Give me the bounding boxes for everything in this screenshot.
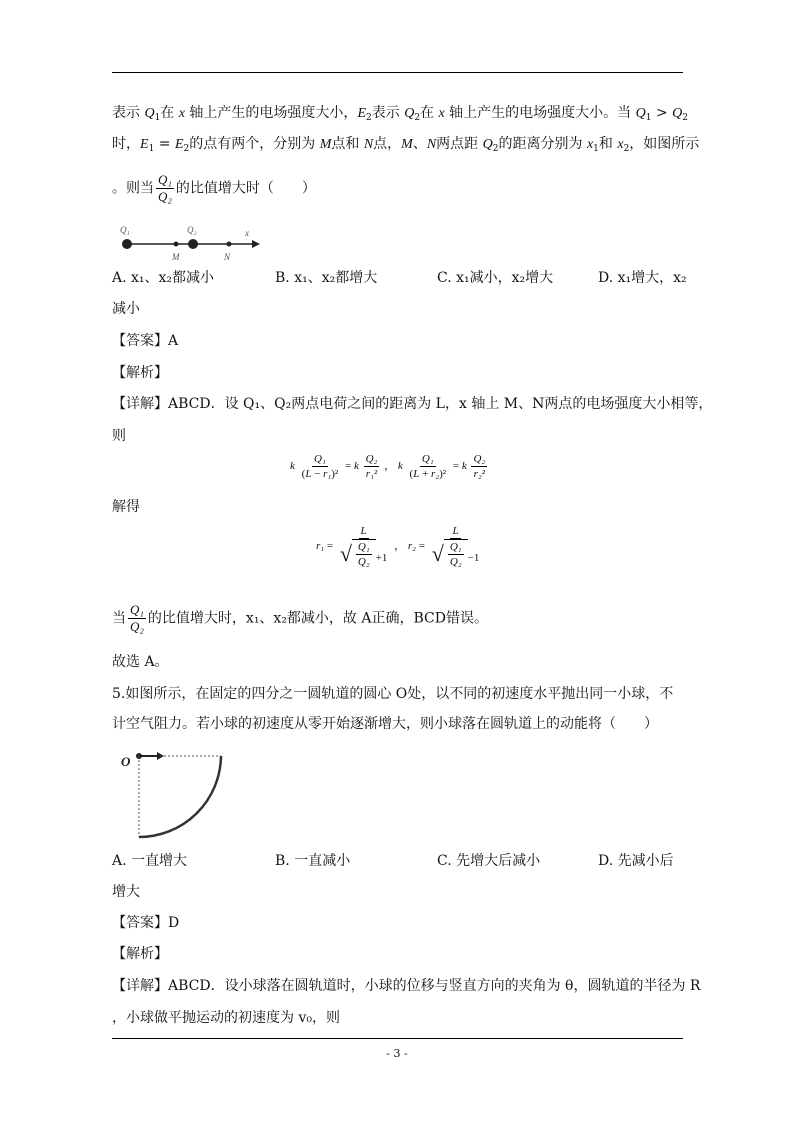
label-m: M — [172, 252, 180, 262]
q4-answer: 【答案】A — [112, 333, 179, 349]
q4-choose: 故选 A。 — [112, 654, 169, 670]
point-n — [227, 242, 232, 247]
q5-answer: 【答案】D — [112, 915, 180, 931]
quarter-circle-diagram — [112, 748, 232, 844]
q5-analysis: 【解析】 — [112, 946, 168, 962]
label-x: x — [245, 228, 249, 238]
q4-line-3: 。则当 $\frac{\text{Q₁}}{\text{Q₂}}$ 的比值增大时（ ） — [112, 172, 316, 204]
q4-option-d-cont: 减小 — [112, 301, 140, 317]
label-o: O — [121, 754, 131, 769]
q4-line-1: 表示 $Q_1$在 x 轴上产生的电场强度大小，$E_2$表示 $Q_2$在 x 轴上产生的电场强度大小。当 $Q_1 > Q_2$ — [112, 105, 688, 123]
q4-option-d: D. x₁增大，x₂ — [598, 270, 687, 286]
q5-option-d: D. 先减小后 — [598, 853, 674, 869]
q5-option-c: C. 先增大后减小 — [437, 853, 541, 869]
q5-option-d-cont: 增大 — [112, 884, 140, 900]
label-q2: Q₂ — [187, 225, 197, 235]
point-m — [174, 242, 179, 247]
charge-q1 — [122, 239, 132, 249]
q5-option-a: A. 一直增大 — [112, 853, 188, 869]
ratio-fraction: $\frac{\text{Q₁}}{\text{Q₂}}$ — [158, 172, 172, 204]
q4-option-c: C. x₁减小，x₂增大 — [437, 270, 554, 286]
q5-line-2: 计空气阻力。若小球的初速度从零开始逐渐增大，则小球落在圆轨道上的动能将（ ） — [112, 716, 658, 732]
q4-option-b: B. x₁、x₂都增大 — [275, 270, 378, 286]
q4-detail-2: 则 — [112, 428, 126, 444]
footer-rule — [112, 1038, 683, 1039]
equation-1: k $\frac{\text{Q₁}}{\text{(L − r₁)²}}$ = k $\frac{\text{Q₂}}{\text{r₁²}}$ ， k $\frac{\text{Q₁}}{\text{(L + r₂)²}}$ = k $\frac{\text{Q₂}}{\text{r₂²}}$ — [290, 453, 486, 480]
q5-detail-1: 【详解】ABCD．设小球落在圆轨道时，小球的位移与竖直方向的夹角为 θ，圆轨道的半径为 R — [112, 978, 701, 994]
q5-detail-2: ，小球做平抛运动的初速度为 v₀，则 — [112, 1010, 340, 1026]
q4-line-2: 时，$E_1 = E_2$的点有两个，分别为 M点和 N点，M、N两点距 $Q_2$的距离分别为 $x_1$和 $x_2$，如图所示 — [112, 136, 700, 154]
q4-detail-1: 【详解】ABCD．设 Q₁、Q₂两点电荷之间的距离为 L，x 轴上 M、N两点的电场强度大小相等， — [112, 396, 713, 412]
q4-analysis: 【解析】 — [112, 365, 168, 381]
header-rule — [112, 72, 683, 73]
charge-q2 — [188, 239, 198, 249]
equation-2: r₁ = L √ $\frac{\text{Q₁}}{\text{Q₂}}$ +1 ， r₂ = L √ $\frac{\text{Q₁}}{\text{Q₂}}$ −1 — [316, 525, 480, 568]
solve-label: 解得 — [112, 499, 140, 515]
q4-conclusion: 当 $\frac{\text{Q₁}}{\text{Q₂}}$ 的比值增大时，x₁、x₂都减小，故 A正确，BCD错误。 — [112, 602, 488, 634]
q5-option-b: B. 一直减小 — [275, 853, 351, 869]
label-n: N — [224, 252, 231, 262]
q4-option-a: A. x₁、x₂都减小 — [112, 270, 215, 286]
page-number: - 3 - — [386, 1047, 408, 1060]
label-q1: Q₁ — [120, 225, 130, 235]
axis-diagram — [112, 220, 262, 264]
q5-line-1: 5.如图所示，在固定的四分之一圆轨道的圆心 O处，以不同的初速度水平抛出同一小球，不 — [112, 686, 674, 702]
